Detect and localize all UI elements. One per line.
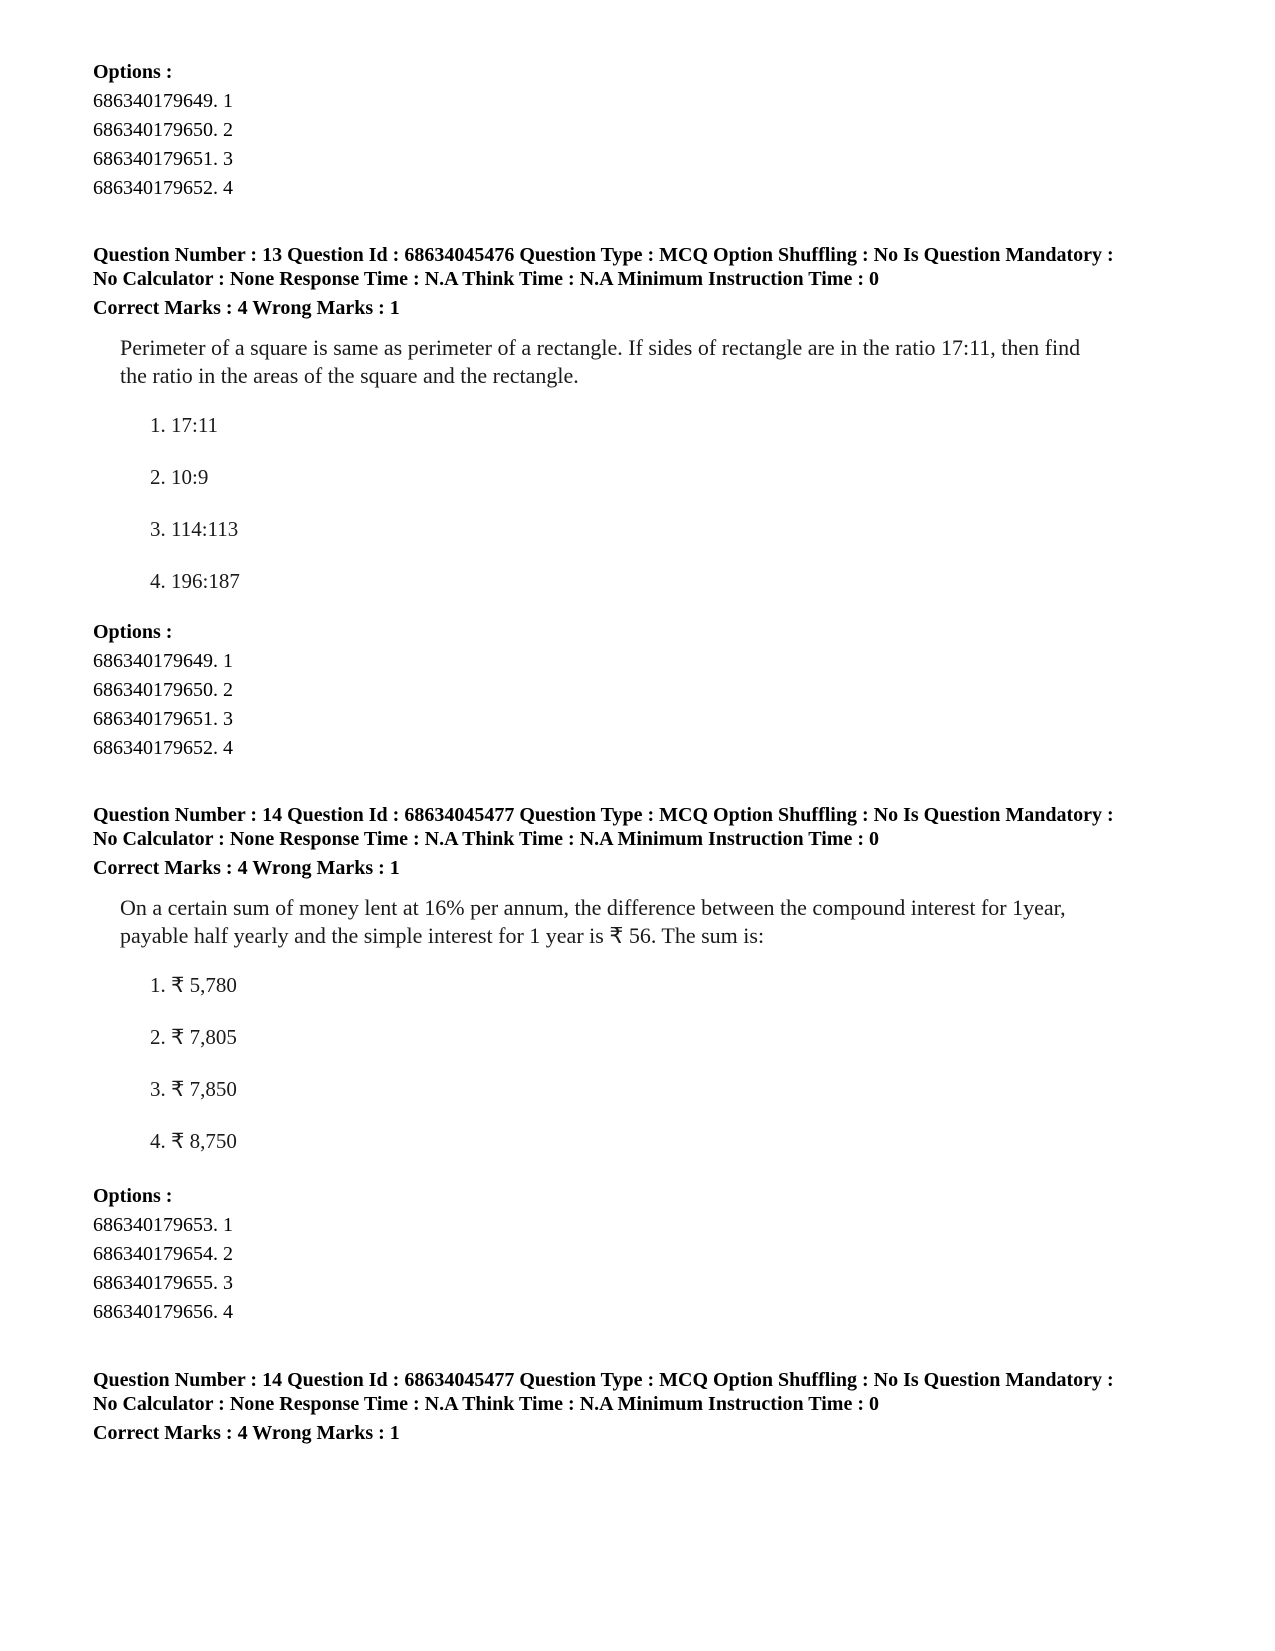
option-line: 686340179656. 4 [93, 1301, 233, 1323]
option-line: 686340179649. 1 [93, 650, 233, 672]
answer-choice: 4. 196:187 [150, 569, 240, 593]
option-line: 686340179652. 4 [93, 737, 233, 759]
question-meta-line: No Calculator : None Response Time : N.A Think Time : N.A Minimum Instruction Time : 0 [93, 1393, 879, 1415]
marks-line: Correct Marks : 4 Wrong Marks : 1 [93, 857, 400, 879]
option-line: 686340179651. 3 [93, 148, 233, 170]
question-text [120, 894, 1180, 950]
option-line: 686340179654. 2 [93, 1243, 233, 1265]
question-meta-line: No Calculator : None Response Time : N.A Think Time : N.A Minimum Instruction Time : 0 [93, 268, 879, 290]
question-meta-line: Question Number : 14 Question Id : 68634045477 Question Type : MCQ Option Shuffling : No Is Question Mandatory : [93, 1369, 1114, 1391]
options-block [93, 618, 1213, 763]
question-header [93, 243, 1213, 320]
options-label: Options : [93, 621, 173, 643]
answer-choice: 2. 10:9 [150, 465, 209, 489]
question-meta-line: Question Number : 14 Question Id : 68634045477 Question Type : MCQ Option Shuffling : No Is Question Mandatory : [93, 804, 1114, 826]
question-text-line: payable half yearly and the simple interest for 1 year is ₹ 56. The sum is: [120, 923, 765, 948]
answer-choice: 2. ₹ 7,805 [150, 1025, 237, 1049]
option-line: 686340179651. 3 [93, 708, 233, 730]
question-meta-line: No Calculator : None Response Time : N.A Think Time : N.A Minimum Instruction Time : 0 [93, 828, 879, 850]
marks-line: Correct Marks : 4 Wrong Marks : 1 [93, 297, 400, 319]
option-line: 686340179649. 1 [93, 90, 233, 112]
question-header [93, 803, 1213, 880]
answer-choice: 3. 114:113 [150, 517, 239, 541]
marks-line: Correct Marks : 4 Wrong Marks : 1 [93, 1422, 400, 1444]
question-meta-line: Question Number : 13 Question Id : 68634045476 Question Type : MCQ Option Shuffling : No Is Question Mandatory : [93, 244, 1114, 266]
answer-choice: 4. ₹ 8,750 [150, 1129, 237, 1153]
options-label: Options : [93, 61, 173, 83]
option-line: 686340179653. 1 [93, 1214, 233, 1236]
question-text-line: On a certain sum of money lent at 16% per annum, the difference between the compound interest for 1year, [120, 895, 1066, 920]
option-line: 686340179650. 2 [93, 119, 233, 141]
options-label: Options : [93, 1185, 173, 1207]
option-line: 686340179655. 3 [93, 1272, 233, 1294]
question-text [120, 334, 1180, 390]
answer-choice: 3. ₹ 7,850 [150, 1077, 237, 1101]
question-text-line: Perimeter of a square is same as perimeter of a rectangle. If sides of rectangle are in the ratio 17:11, then find [120, 335, 1081, 360]
question-header [93, 1368, 1213, 1445]
answer-choice: 1. 17:11 [150, 413, 219, 437]
option-line: 686340179650. 2 [93, 679, 233, 701]
options-block-top [93, 58, 1213, 203]
answer-choice: 1. ₹ 5,780 [150, 973, 237, 997]
question-text-line: the ratio in the areas of the square and the rectangle. [120, 363, 579, 388]
option-line: 686340179652. 4 [93, 177, 233, 199]
options-block [93, 1182, 1213, 1327]
